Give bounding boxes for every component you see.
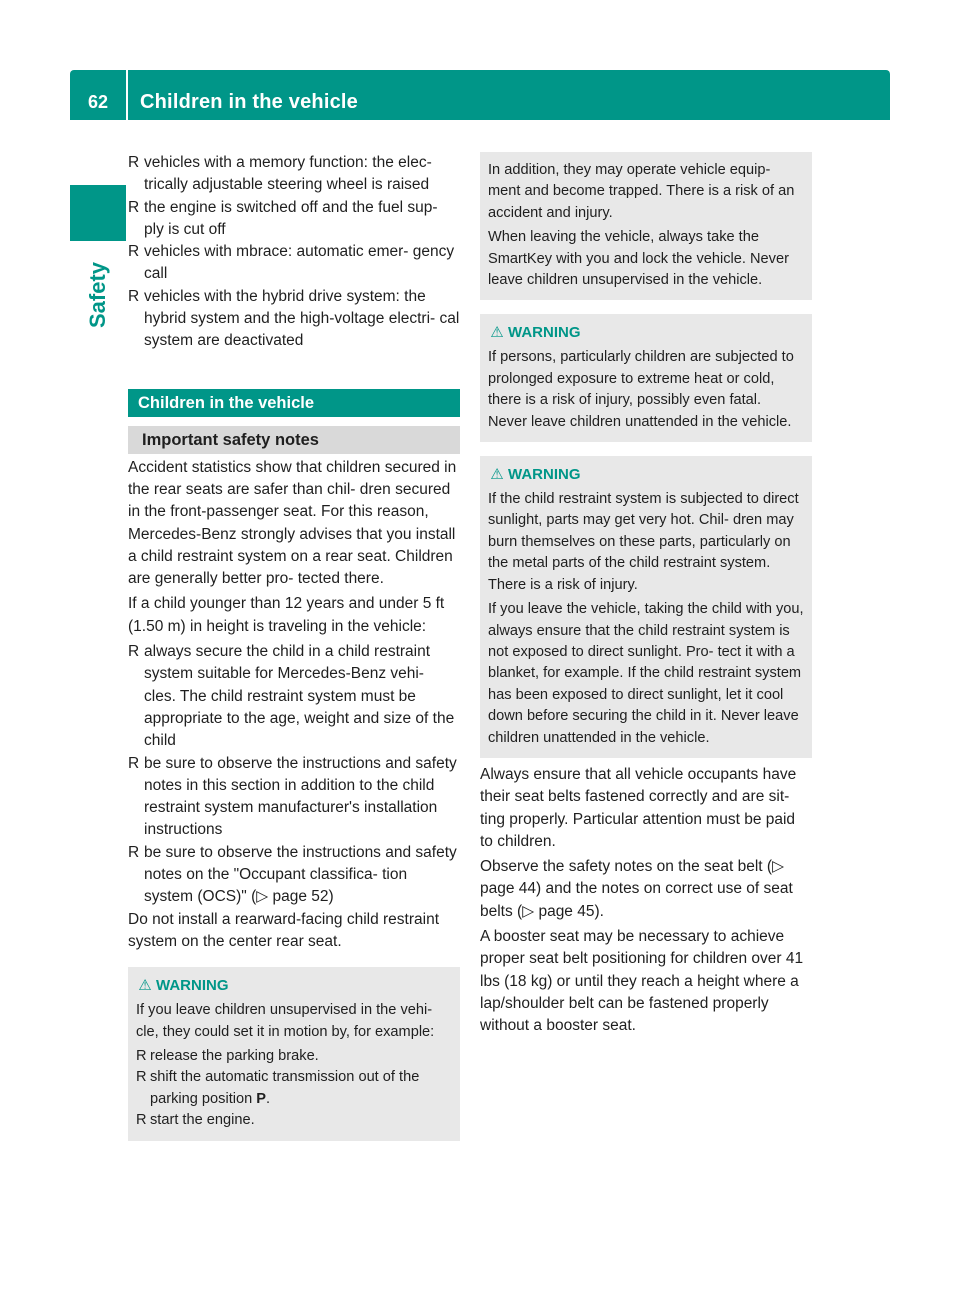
paragraph: Accident statistics show that children secured in the rear seats are safer than chil- dren secured in the front-passenger seat. For this reason, Mercedes-Benz strongly advises that you install a child restraint system on a rear seat. Children are generally better pro- tected there. [128,458,457,588]
paragraph: Always ensure that all vehicle occupants have their seat belts fastened correctly and are sit- ting properly. Particular attention must be paid to children. [480,765,797,850]
warning-text: If persons, particularly children are subjected to prolonged exposure to extreme heat or cold, there is a risk of injury, possibly even fatal. Never leave children unattended in the vehicle. [488,349,794,430]
page-reference-link[interactable]: page 45). [534,902,604,920]
warning-continuation-box [480,152,812,300]
section-heading: Children in the vehicle [128,389,460,417]
bullet-icon: R [128,154,140,171]
bullet-icon: R [128,243,140,261]
right-column [480,152,812,1038]
bullet-icon: R [128,754,140,772]
bullet-icon: R [128,287,140,305]
chapter-label: Safety [85,261,110,328]
intro-bullet-list [128,152,460,353]
list-item: R start the engine. [136,1110,452,1131]
paragraph: Observe the safety notes on the seat belt (▷ page 44) and the notes on correct use of seat belts (▷ page 45). [480,858,793,920]
paragraph: A booster seat may be necessary to achieve proper seat belt positioning for children over 41 lbs (18 kg) or until they reach a height where a lap/shoulder belt can be fastened properly without a booster seat. [480,928,804,1035]
warning-box [480,456,812,758]
page-title: Children in the vehicle [140,91,358,113]
paragraph: Do not install a rearward-facing child restraint system on the center rear seat. [128,910,439,950]
warning-text: If you leave the vehicle, taking the child with you, always ensure that the child restraint system is not exposed to direct sunlight. Pro- tect it with a blanket, for example. If the child restraint system has been exposed to direct sunlight, let it cool down before securing the child in it. Never leave children unattended in the vehicle. [488,601,804,746]
warning-text: If the child restraint system is subjected to direct sunlight, parts may get very hot. Chil- dren may burn themselves on these parts, particularly on the metal parts of the child restraint system. There is a risk of injury. [488,491,799,593]
bullet-icon: R [136,1112,147,1129]
gear-position-label: P [256,1090,267,1107]
warning-box [128,967,460,1140]
warning-heading: ⚠ WARNING [488,464,804,486]
warning-box [480,314,812,442]
warning-triangle-icon: ⚠ [490,466,504,484]
list-item: R release the parking brake. [136,1046,452,1067]
page-reference-link[interactable]: page 44) and the notes on correct use of seat belts ( [480,880,793,920]
page-ref-arrow-icon: ▷ [256,888,269,906]
warning-triangle-icon: ⚠ [490,324,504,342]
left-column [128,152,460,1141]
bullet-icon: R [128,198,140,216]
bullet-icon: R [128,843,140,861]
list-item: R be sure to observe the instructions and safety notes on the "Occupant classifica- tion system (OCS)" (▷ page 52) [128,843,457,906]
list-item: R vehicles with the hybrid drive system: the hybrid system and the high-voltage electri- cal system are deactivated [128,287,460,350]
warning-text: When leaving the vehicle, always take the SmartKey with you and lock the vehicle. Never leave children unsupervised in the vehicle. [488,229,789,289]
warning-heading: ⚠ WARNING [488,322,804,344]
child-bullet-list [128,641,460,909]
warning-bullet-list [136,1046,452,1132]
paragraph: If a child younger than 12 years and under 5 ft (1.50 m) in height is traveling in the vehicle: [128,595,445,635]
subsection-heading: Important safety notes [128,426,460,454]
page-reference-link[interactable]: page 52) [268,888,334,906]
warning-triangle-icon: ⚠ [138,977,152,995]
bullet-icon: R [136,1048,147,1065]
page-ref-arrow-icon: ▷ [772,858,785,876]
header-divider [126,70,128,120]
list-item: R always secure the child in a child restraint system suitable for Mercedes-Benz vehi- cles. The child restraint system must be appropriate to the age, weight and size of the child [128,643,455,750]
page-number: 62 [87,92,109,112]
warning-text: If you leave children unsupervised in the vehi- cle, they could set it in motion by, for example: [136,1002,435,1040]
list-item: R be sure to observe the instructions and safety notes in this section in addition to the child restraint system manufacturer's installation instructions [128,754,457,839]
warning-text: In addition, they may operate vehicle equip- ment and become trapped. There is a risk of an accident and injury. [488,162,795,221]
list-item: R shift the automatic transmission out of the parking position P. [136,1069,420,1107]
page-ref-arrow-icon: ▷ [522,902,535,920]
warning-heading: ⚠ WARNING [136,975,452,997]
bullet-icon: R [136,1069,147,1086]
list-item: R vehicles with mbrace: automatic emer- gency call [128,243,455,283]
list-item: R the engine is switched off and the fuel sup- ply is cut off [128,198,438,238]
list-item: R vehicles with a memory function: the elec- trically adjustable steering wheel is raised [128,154,432,194]
bullet-icon: R [128,643,140,661]
